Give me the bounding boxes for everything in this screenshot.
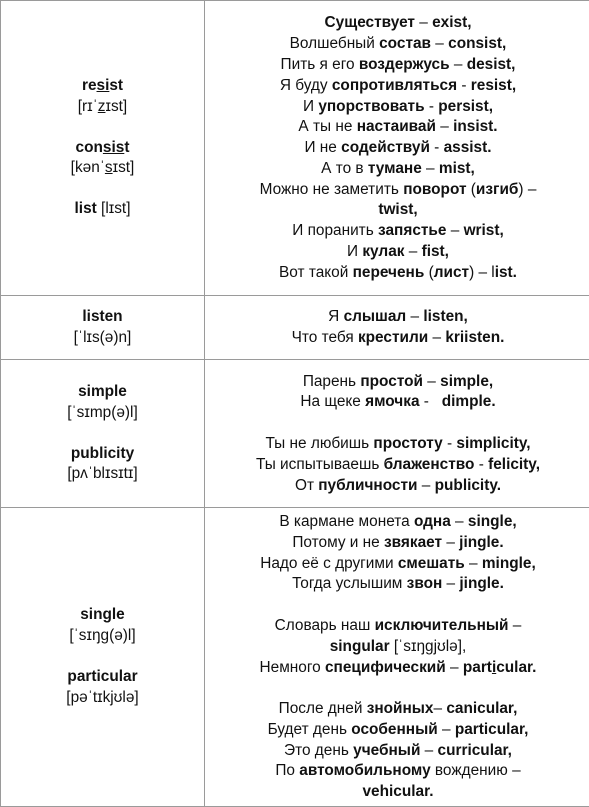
word: listen	[1, 307, 204, 328]
word: particular	[1, 667, 204, 688]
word: publicity	[1, 444, 204, 465]
word-entry	[1, 76, 204, 118]
rhyme-line: Ты не любишь простоту - simplicity,	[205, 434, 589, 455]
table-row	[1, 1, 589, 296]
rhyme-line: Можно не заметить поворот (изгиб) –	[205, 180, 589, 201]
word: single	[1, 605, 204, 626]
rhyme-line: Немного специфический – particular.	[205, 658, 589, 679]
word-cell	[1, 296, 205, 360]
rhyme-cell	[205, 296, 589, 360]
word: consist	[1, 138, 204, 159]
rhyme-line: vehicular.	[205, 782, 589, 803]
rhyme-line: И кулак – fist,	[205, 242, 589, 263]
rhyme-line: Надо её с другими смешать – mingle,	[205, 554, 589, 575]
word-cell	[1, 508, 205, 807]
rhyme-line: Пить я его воздержусь – desist,	[205, 55, 589, 76]
rhyme-line: Это день учебный – curricular,	[205, 741, 589, 762]
transcription: [kənˈsɪst]	[1, 158, 204, 179]
rhyme-line: А то в тумане – mist,	[205, 159, 589, 180]
word-entry	[1, 199, 204, 220]
transcription: [ˈsɪŋg(ə)l]	[1, 626, 204, 647]
word-entry	[1, 138, 204, 180]
transcription: [rɪˈzɪst]	[1, 97, 204, 118]
rhyme-line: Я слышал – listen,	[205, 307, 589, 328]
rhyme-line: Что тебя крестили – kriisten.	[205, 328, 589, 349]
word: resist	[1, 76, 204, 97]
rhyme-line: И не содействуй - assist.	[205, 138, 589, 159]
rhyme-line: Словарь наш исключительный –	[205, 616, 589, 637]
word-cell	[1, 1, 205, 296]
rhyme-line: От публичности – publicity.	[205, 476, 589, 497]
rhyme-line: singular [ˈsɪŋgjʊlə],	[205, 637, 589, 658]
rhyme-line: Вот такой перечень (лист) – list.	[205, 263, 589, 284]
rhyme-line: Парень простой – simple,	[205, 372, 589, 393]
table-row	[1, 360, 589, 508]
word: list [lɪst]	[1, 199, 204, 220]
table-row	[1, 296, 589, 360]
transcription: [pəˈtɪkjʊlə]	[1, 688, 204, 709]
rhyme-cell	[205, 1, 589, 296]
transcription: [ˈlɪs(ə)n]	[1, 328, 204, 349]
rhyme-line: После дней знойных– canicular,	[205, 699, 589, 720]
rhyme-line: Я буду сопротивляться - resist,	[205, 76, 589, 97]
transcription: [pʌˈblɪsɪtɪ]	[1, 464, 204, 485]
rhyme-line: В кармане монета одна – single,	[205, 512, 589, 533]
word: simple	[1, 382, 204, 403]
word-cell	[1, 360, 205, 508]
rhyme-line: twist,	[205, 200, 589, 221]
rhyme-line: Существует – exist,	[205, 13, 589, 34]
rhyme-cell	[205, 508, 589, 807]
rhyme-line: На щеке ямочка - dimple.	[205, 392, 589, 413]
transcription: [ˈsɪmp(ə)l]	[1, 403, 204, 424]
rhyme-line: Ты испытываешь блаженство - felicity,	[205, 455, 589, 476]
rhyme-line: Волшебный состав – consist,	[205, 34, 589, 55]
rhyme-line: Потому и не звякает – jingle.	[205, 533, 589, 554]
rhyme-line: А ты не настаивай – insist.	[205, 117, 589, 138]
rhyme-line: По автомобильному вождению –	[205, 761, 589, 782]
rhyme-line: Тогда услышим звон – jingle.	[205, 574, 589, 595]
rhyme-cell	[205, 360, 589, 508]
table-row	[1, 508, 589, 807]
rhyme-line: Будет день особенный – particular,	[205, 720, 589, 741]
rhyme-line: И упорствовать - persist,	[205, 97, 589, 118]
rhyme-line: И поранить запястье – wrist,	[205, 221, 589, 242]
